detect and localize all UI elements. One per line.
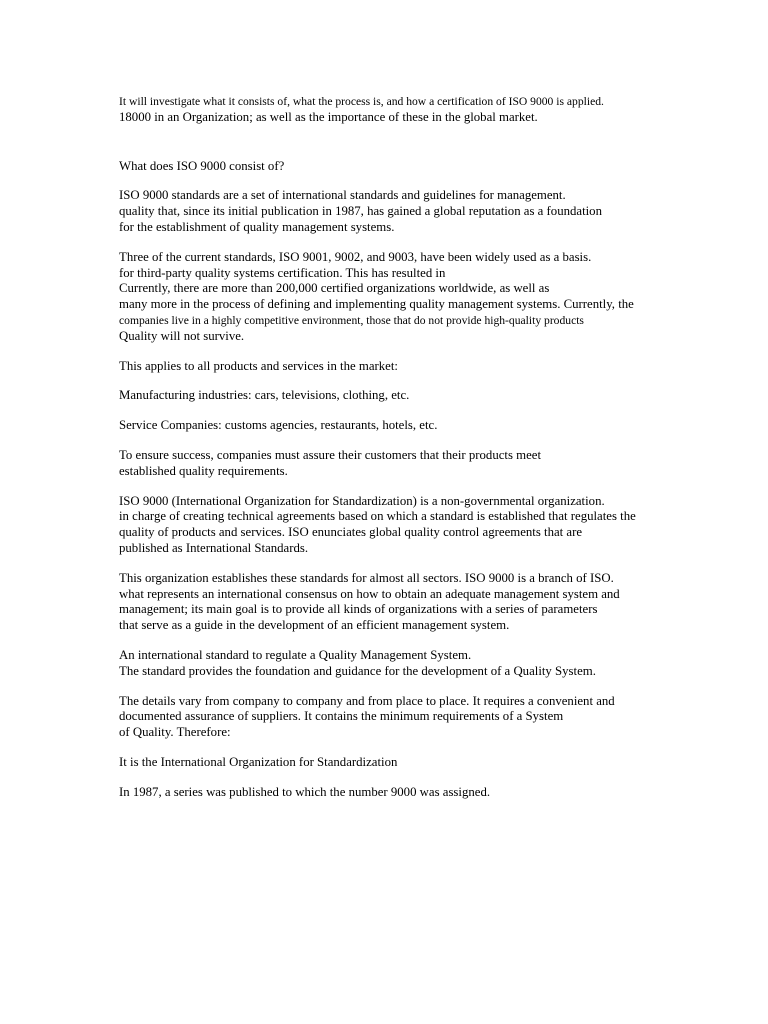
text-line: for the establishment of quality management systems.: [119, 219, 395, 234]
text-line: ISO 9000 (International Organization for Standardization) is a non-governmental organization.: [119, 493, 605, 508]
text-line: This applies to all products and services in the market:: [119, 358, 398, 373]
paragraph-international-standard: [119, 648, 719, 680]
text-line: management; its main goal is to provide all kinds of organizations with a series of parameters: [119, 602, 598, 617]
section-heading: [119, 159, 719, 175]
text-line: Manufacturing industries: cars, televisions, clothing, etc.: [119, 388, 410, 403]
text-line: 18000 in an Organization; as well as the importance of these in the global market.: [119, 109, 538, 124]
paragraph-sectors: [119, 571, 719, 634]
text-line: documented assurance of suppliers. It contains the minimum requirements of a System: [119, 709, 564, 724]
paragraph-organization-name: [119, 755, 719, 771]
text-line: Quality will not survive.: [119, 328, 245, 343]
text-line: It is the International Organization for Standardization: [119, 754, 398, 769]
text-line: It will investigate what it consists of, what the process is, and how a certification of ISO 9000 is applied.: [119, 95, 604, 108]
paragraph-details: [119, 694, 719, 741]
paragraph-iso-standards: [119, 188, 719, 235]
paragraph-current-standards: [119, 250, 719, 345]
text-line: The details vary from company to company and from place to place. It requires a convenient and: [119, 693, 615, 708]
text-line: The standard provides the foundation and guidance for the development of a Quality System.: [119, 663, 596, 678]
text-line: This organization establishes these standards for almost all sectors. ISO 9000 is a branch of ISO.: [119, 570, 614, 585]
text-line: companies live in a highly competitive environment, those that do not provide high-quality products: [119, 313, 584, 327]
text-line: that serve as a guide in the development of an efficient management system.: [119, 618, 510, 633]
paragraph-ensure-success: [119, 448, 719, 480]
text-line: for third-party quality systems certification. This has resulted in: [119, 265, 446, 280]
intro-paragraph: [119, 94, 719, 126]
paragraph-service: [119, 418, 719, 434]
text-line: ISO 9000 standards are a set of international standards and guidelines for management.: [119, 188, 566, 203]
text-line: An international standard to regulate a Quality Management System.: [119, 647, 472, 662]
text-line: quality of products and services. ISO enunciates global quality control agreements that are: [119, 525, 583, 540]
text-line: many more in the process of defining and implementing quality management systems. Currently, the: [119, 297, 634, 312]
text-line: Currently, there are more than 200,000 certified organizations worldwide, as well as: [119, 281, 550, 296]
text-line: quality that, since its initial publication in 1987, has gained a global reputation as a foundation: [119, 204, 602, 219]
text-line: of Quality. Therefore:: [119, 725, 231, 740]
paragraph-applies: [119, 359, 719, 375]
text-line: In 1987, a series was published to which the number 9000 was assigned.: [119, 784, 491, 799]
text-line: published as International Standards.: [119, 540, 309, 555]
text-line: in charge of creating technical agreements based on which a standard is established that regulates the: [119, 509, 636, 524]
paragraph-iso-organization: [119, 494, 719, 557]
text-line: Service Companies: customs agencies, restaurants, hotels, etc.: [119, 418, 438, 433]
paragraph-1987-series: [119, 785, 719, 801]
text-line: To ensure success, companies must assure their customers that their products meet: [119, 447, 541, 462]
text-line: Three of the current standards, ISO 9001, 9002, and 9003, have been widely used as a basis.: [119, 249, 592, 264]
document-body: [119, 94, 719, 815]
text-line: established quality requirements.: [119, 463, 288, 478]
heading-text: What does ISO 9000 consist of?: [119, 158, 285, 173]
text-line: what represents an international consensus on how to obtain an adequate management system and: [119, 586, 620, 601]
paragraph-manufacturing: [119, 388, 719, 404]
